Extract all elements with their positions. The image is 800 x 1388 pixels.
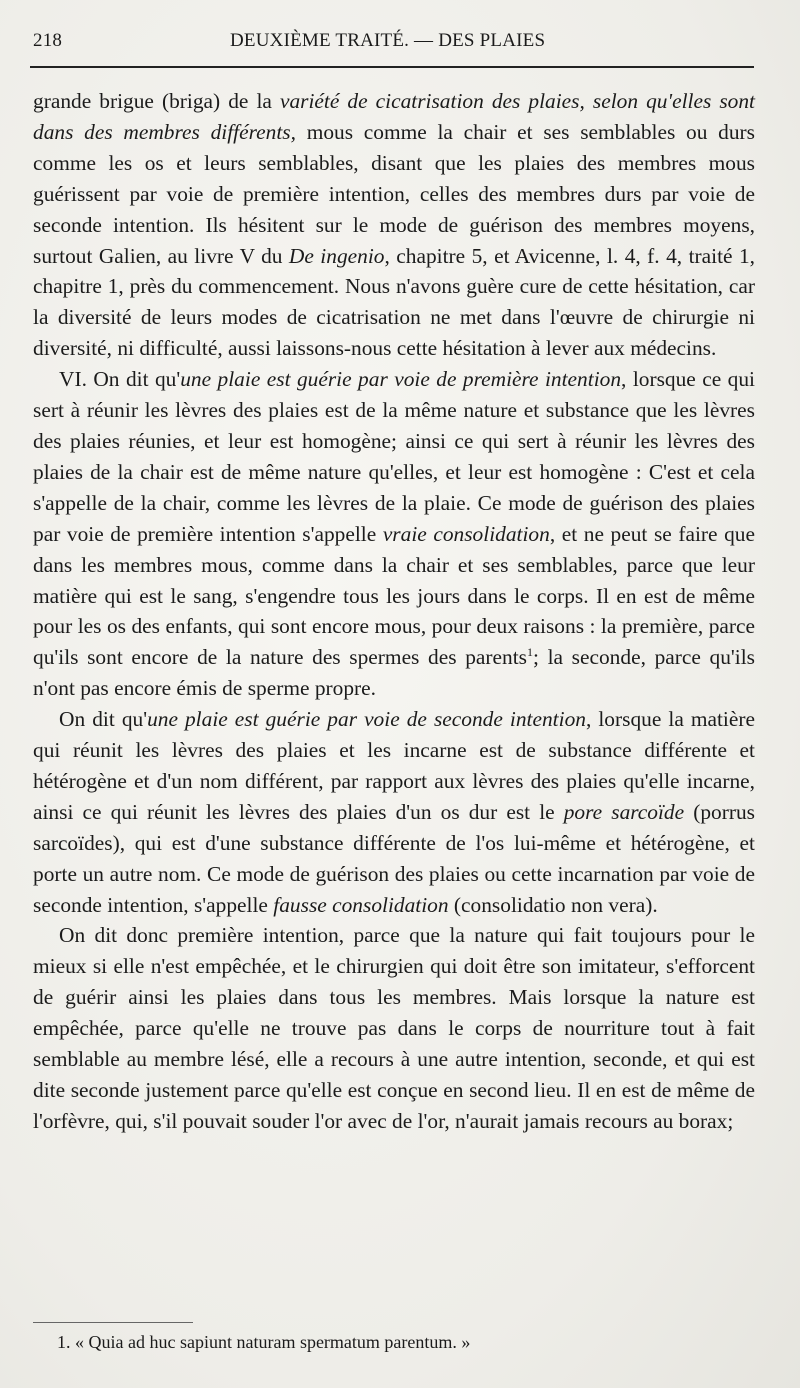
- page-number: 218: [33, 30, 63, 51]
- italic-term: une plaie est guérie par voie de seconde intention: [147, 707, 586, 732]
- italic-term: une plaie est guérie par voie de première intention: [180, 367, 622, 392]
- paragraph: grande brigue (briga) de la variété de cicatrisation des plaies, selon qu'elles sont dans des membres différents, mous comme la chair et ses semblables ou durs comme les os et leurs semblables, disant que les plaies des membres mous guérissent par voie de première intention, celles des membres durs par voie de seconde intention. Ils hésitent sur le mode de guérison des membres moyens, surtout Galien, au livre V du De ingenio, chapitre 5, et Avicenne, l. 4, f. 4, traité 1, chapitre 1, près du commencement. Nous n'avons guère cure de cette hésitation, car la diversité de leurs modes de cicatrisation ne met dans l'œuvre de chirurgie ni diversité, ni difficulté, aussi laissons-nous cette hésitation à lever aux médecins.: [33, 89, 756, 361]
- running-head: DEUXIÈME TRAITÉ. — DES PLAIES: [230, 30, 546, 51]
- italic-term: De ingenio: [288, 243, 385, 268]
- footnote: 1. « Quia ad huc sapiunt naturam spermatum parentum. »: [57, 1332, 471, 1352]
- footnote-rule: [33, 1322, 193, 1323]
- header-rule: [30, 66, 754, 68]
- paragraph: On dit qu'une plaie est guérie par voie de seconde intention, lorsque la matière qui réunit les lèvres des plaies et les incarne est de substance différente et hétérogène et d'un nom différent, par rapport aux lèvres des plaies qu'elle incarne, ainsi ce qui réunit les lèvres des plaies d'un os dur est le pore sarcoïde (porrus sarcoïdes), qui est d'une substance différente de l'os lui-même et hétérogène, et porte un autre nom. Ce mode de guérison des plaies ou cette incarnation par voie de seconde intention, s'appelle fausse consolidation (consolidatio non vera).: [33, 707, 755, 917]
- page-header: [33, 28, 753, 56]
- footnote-marker: 1: [526, 645, 533, 660]
- italic-term: vraie consolidation: [382, 521, 550, 546]
- body-text: [33, 86, 755, 1137]
- paragraph: VI. On dit qu'une plaie est guérie par voie de première intention, lorsque ce qui sert à réunir les lèvres des plaies est de la même nature et substance que les lèvres des plaies réunies, et leur est homogène; ainsi ce qui sert à réunir les lèvres des plaies de la chair est de même nature qu'elles, et leur est homogène : C'est et cela s'appelle de la chair, comme les lèvres de la plaie. Ce mode de guérison des plaies par voie de première intention s'appelle vraie consolidation, et ne peut se faire que dans les membres mous, comme dans la chair et ses semblables, parce que leur matière qui est le sang, s'engendre tous les jours dans le corps. Il en est de même pour les os des enfants, qui sont encore mous, pour deux raisons : la première, parce qu'ils sont encore de la nature des spermes des parents$^1$; la seconde, parce qu'ils n'ont pas encore émis de sperme propre.: [33, 367, 755, 701]
- italic-term: fausse consolidation: [273, 892, 449, 917]
- paragraph: On dit donc première intention, parce que la nature qui fait toujours pour le mieux si elle n'est empêchée, et le chirurgien qui doit être son imitateur, s'efforcent de guérir ainsi les plaies dans tous les membres. Mais lorsque la nature est empêchée, parce qu'elle ne trouve pas dans le corps de nourriture tout à fait semblable au membre lésé, elle a recours à une autre intention, seconde, et qui est dite seconde justement parce qu'elle est conçue en second lieu. Il en est de même de l'orfèvre, qui, s'il pouvait souder l'or avec de l'or, n'aurait jamais recours au borax;: [33, 923, 755, 1133]
- italic-term: variété de cicatrisation des plaies, selon qu'elles sont dans des membres différents,: [33, 89, 755, 144]
- italic-term: pore sarcoïde: [563, 799, 685, 824]
